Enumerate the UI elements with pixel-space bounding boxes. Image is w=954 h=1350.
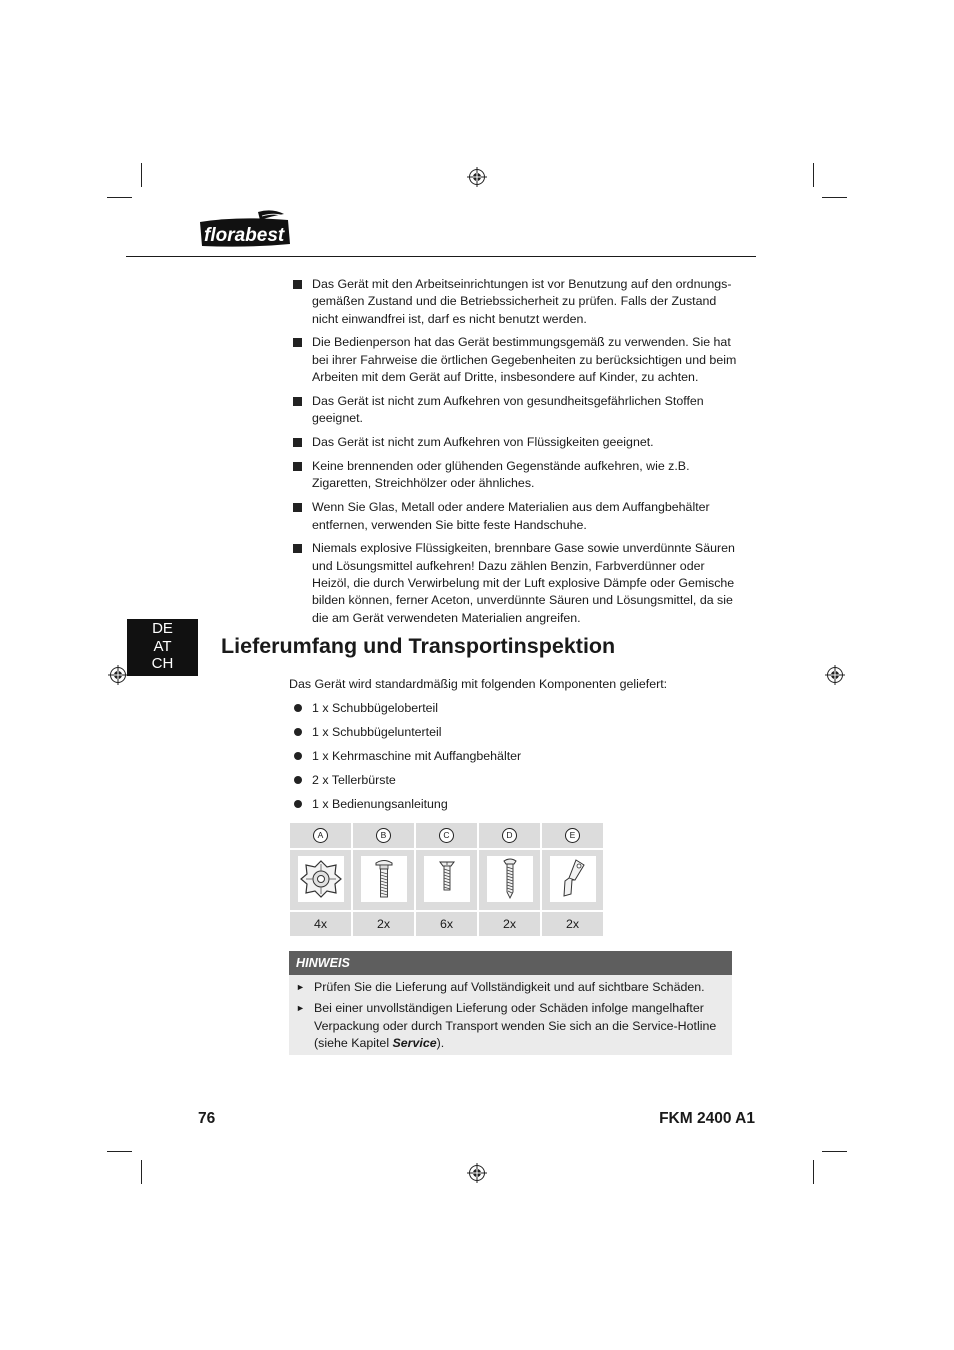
part-letter: B — [376, 828, 391, 843]
square-bullet-icon — [293, 438, 302, 447]
square-bullet-icon — [293, 462, 302, 471]
square-bullet-icon — [293, 280, 302, 289]
model-name: FKM 2400 A1 — [659, 1110, 755, 1127]
list-item: Die Bedienperson hat das Gerät bestimmungsgemäß zu verwenden. Sie hat bei ihrer Fahrweise die örtlichen Gegebenheiten zu berücksichtigen und beim Arbeiten mit dem Gerät auf Dritte, insbesondere auf Kinder, zu achten. — [292, 334, 737, 386]
part-qty: 2x — [542, 912, 603, 936]
list-item: 1 x Kehrmaschine mit Auffangbehälter — [292, 748, 521, 772]
part-qty: 4x — [290, 912, 351, 936]
list-item: 1 x Schubbügelunterteil — [292, 724, 521, 748]
list-item: 1 x Bedienungsanleitung — [292, 796, 521, 820]
section-title: Lieferumfang und Transportinspektion — [221, 634, 616, 658]
registration-mark-icon — [467, 167, 487, 187]
note-list — [296, 979, 726, 1057]
lang-at: AT — [153, 637, 172, 655]
note-box — [289, 951, 732, 1055]
part-qty: 2x — [353, 912, 414, 936]
crop-mark — [107, 197, 132, 198]
crop-mark — [141, 1160, 142, 1184]
list-item: ► Bei einer unvollständigen Lieferung oder Schäden infolge mangelhafter Verpackung oder durch Transport wenden Sie sich an die Service-Hotline (siehe Kapitel Service). — [296, 1001, 717, 1051]
wood-screw-icon — [487, 856, 533, 902]
registration-mark-icon — [825, 665, 845, 685]
lang-ch: CH — [151, 655, 174, 673]
section-intro: Das Gerät wird standardmäßig mit folgenden Komponenten geliefert: — [289, 677, 668, 691]
list-item: 2 x Tellerbürste — [292, 772, 521, 796]
arrow-bullet-icon: ► — [296, 982, 305, 992]
components-list — [292, 700, 521, 820]
screw-icon — [424, 856, 470, 902]
registration-mark-icon — [467, 1163, 487, 1183]
crop-mark — [822, 197, 847, 198]
lang-de: DE — [152, 620, 173, 637]
list-item: Wenn Sie Glas, Metall oder andere Materialien aus dem Auffangbehälter entfernen, verwenden Sie bitte feste Handschuhe. — [292, 499, 737, 534]
crop-mark — [107, 1151, 132, 1152]
bracket-icon — [550, 856, 596, 902]
arrow-bullet-icon: ► — [296, 1003, 305, 1014]
list-item: ► Prüfen Sie die Lieferung auf Vollständigkeit und auf sichtbare Schäden. — [296, 979, 726, 996]
list-item: Das Gerät mit den Arbeitseinrichtungen ist vor Benutzung auf den ordnungsgemäßen Zustand und die Betriebssicherheit zu prüfen. Falls der Zustand nicht einwandfrei ist, darf es nicht benutzt werden. — [292, 276, 737, 328]
logo-text: florabest — [204, 225, 285, 246]
florabest-logo — [198, 208, 294, 248]
part-qty: 2x — [479, 912, 540, 936]
square-bullet-icon — [293, 338, 302, 347]
round-bullet-icon — [294, 752, 302, 760]
crop-mark — [813, 163, 814, 187]
round-bullet-icon — [294, 728, 302, 736]
part-letter: E — [565, 828, 580, 843]
note-label: HINWEIS — [289, 951, 732, 975]
square-bullet-icon — [293, 503, 302, 512]
star-knob-icon — [298, 856, 344, 902]
square-bullet-icon — [293, 544, 302, 553]
safety-list — [292, 276, 737, 634]
list-item: Das Gerät ist nicht zum Aufkehren von gesundheitsgefährlichen Stoffen geeignet. — [292, 393, 737, 428]
parts-table — [290, 823, 605, 936]
part-qty: 6x — [416, 912, 477, 936]
list-item: 1 x Schubbügeloberteil — [292, 700, 521, 724]
list-item: Keine brennenden oder glühenden Gegenstände aufkehren, wie z.B. Zigaretten, Streichhölzer oder ähnliches. — [292, 458, 737, 493]
part-letter: A — [313, 828, 328, 843]
crop-mark — [822, 1151, 847, 1152]
square-bullet-icon — [293, 397, 302, 406]
list-item: Das Gerät ist nicht zum Aufkehren von Flüssigkeiten geeignet. — [292, 434, 737, 451]
round-bullet-icon — [294, 800, 302, 808]
part-letter: D — [502, 828, 517, 843]
language-tab — [127, 619, 198, 676]
crop-mark — [141, 163, 142, 187]
part-letter: C — [439, 828, 454, 843]
crop-mark — [813, 1160, 814, 1184]
service-chapter-ref: Service — [392, 1036, 437, 1051]
list-item: Niemals explosive Flüssigkeiten, brennbare Gase sowie unverdünnte Säuren und Lösungsmittel aufkehren! Dazu zählen Benzin, Farbverdünner oder Heizöl, die durch Verwirbelung mit der Luft explosive Dämpfe oder Gemische bilden können, ferner Aceton, unverdünnte Säuren und Lösungsmittel, da sie die am Gerät verwendeten Materialien angreifen. — [292, 540, 737, 626]
round-bullet-icon — [294, 704, 302, 712]
registration-mark-icon — [108, 665, 128, 685]
header-rule — [126, 256, 756, 257]
round-bullet-icon — [294, 776, 302, 784]
carriage-bolt-icon — [361, 856, 407, 902]
page-number: 76 — [198, 1110, 216, 1127]
